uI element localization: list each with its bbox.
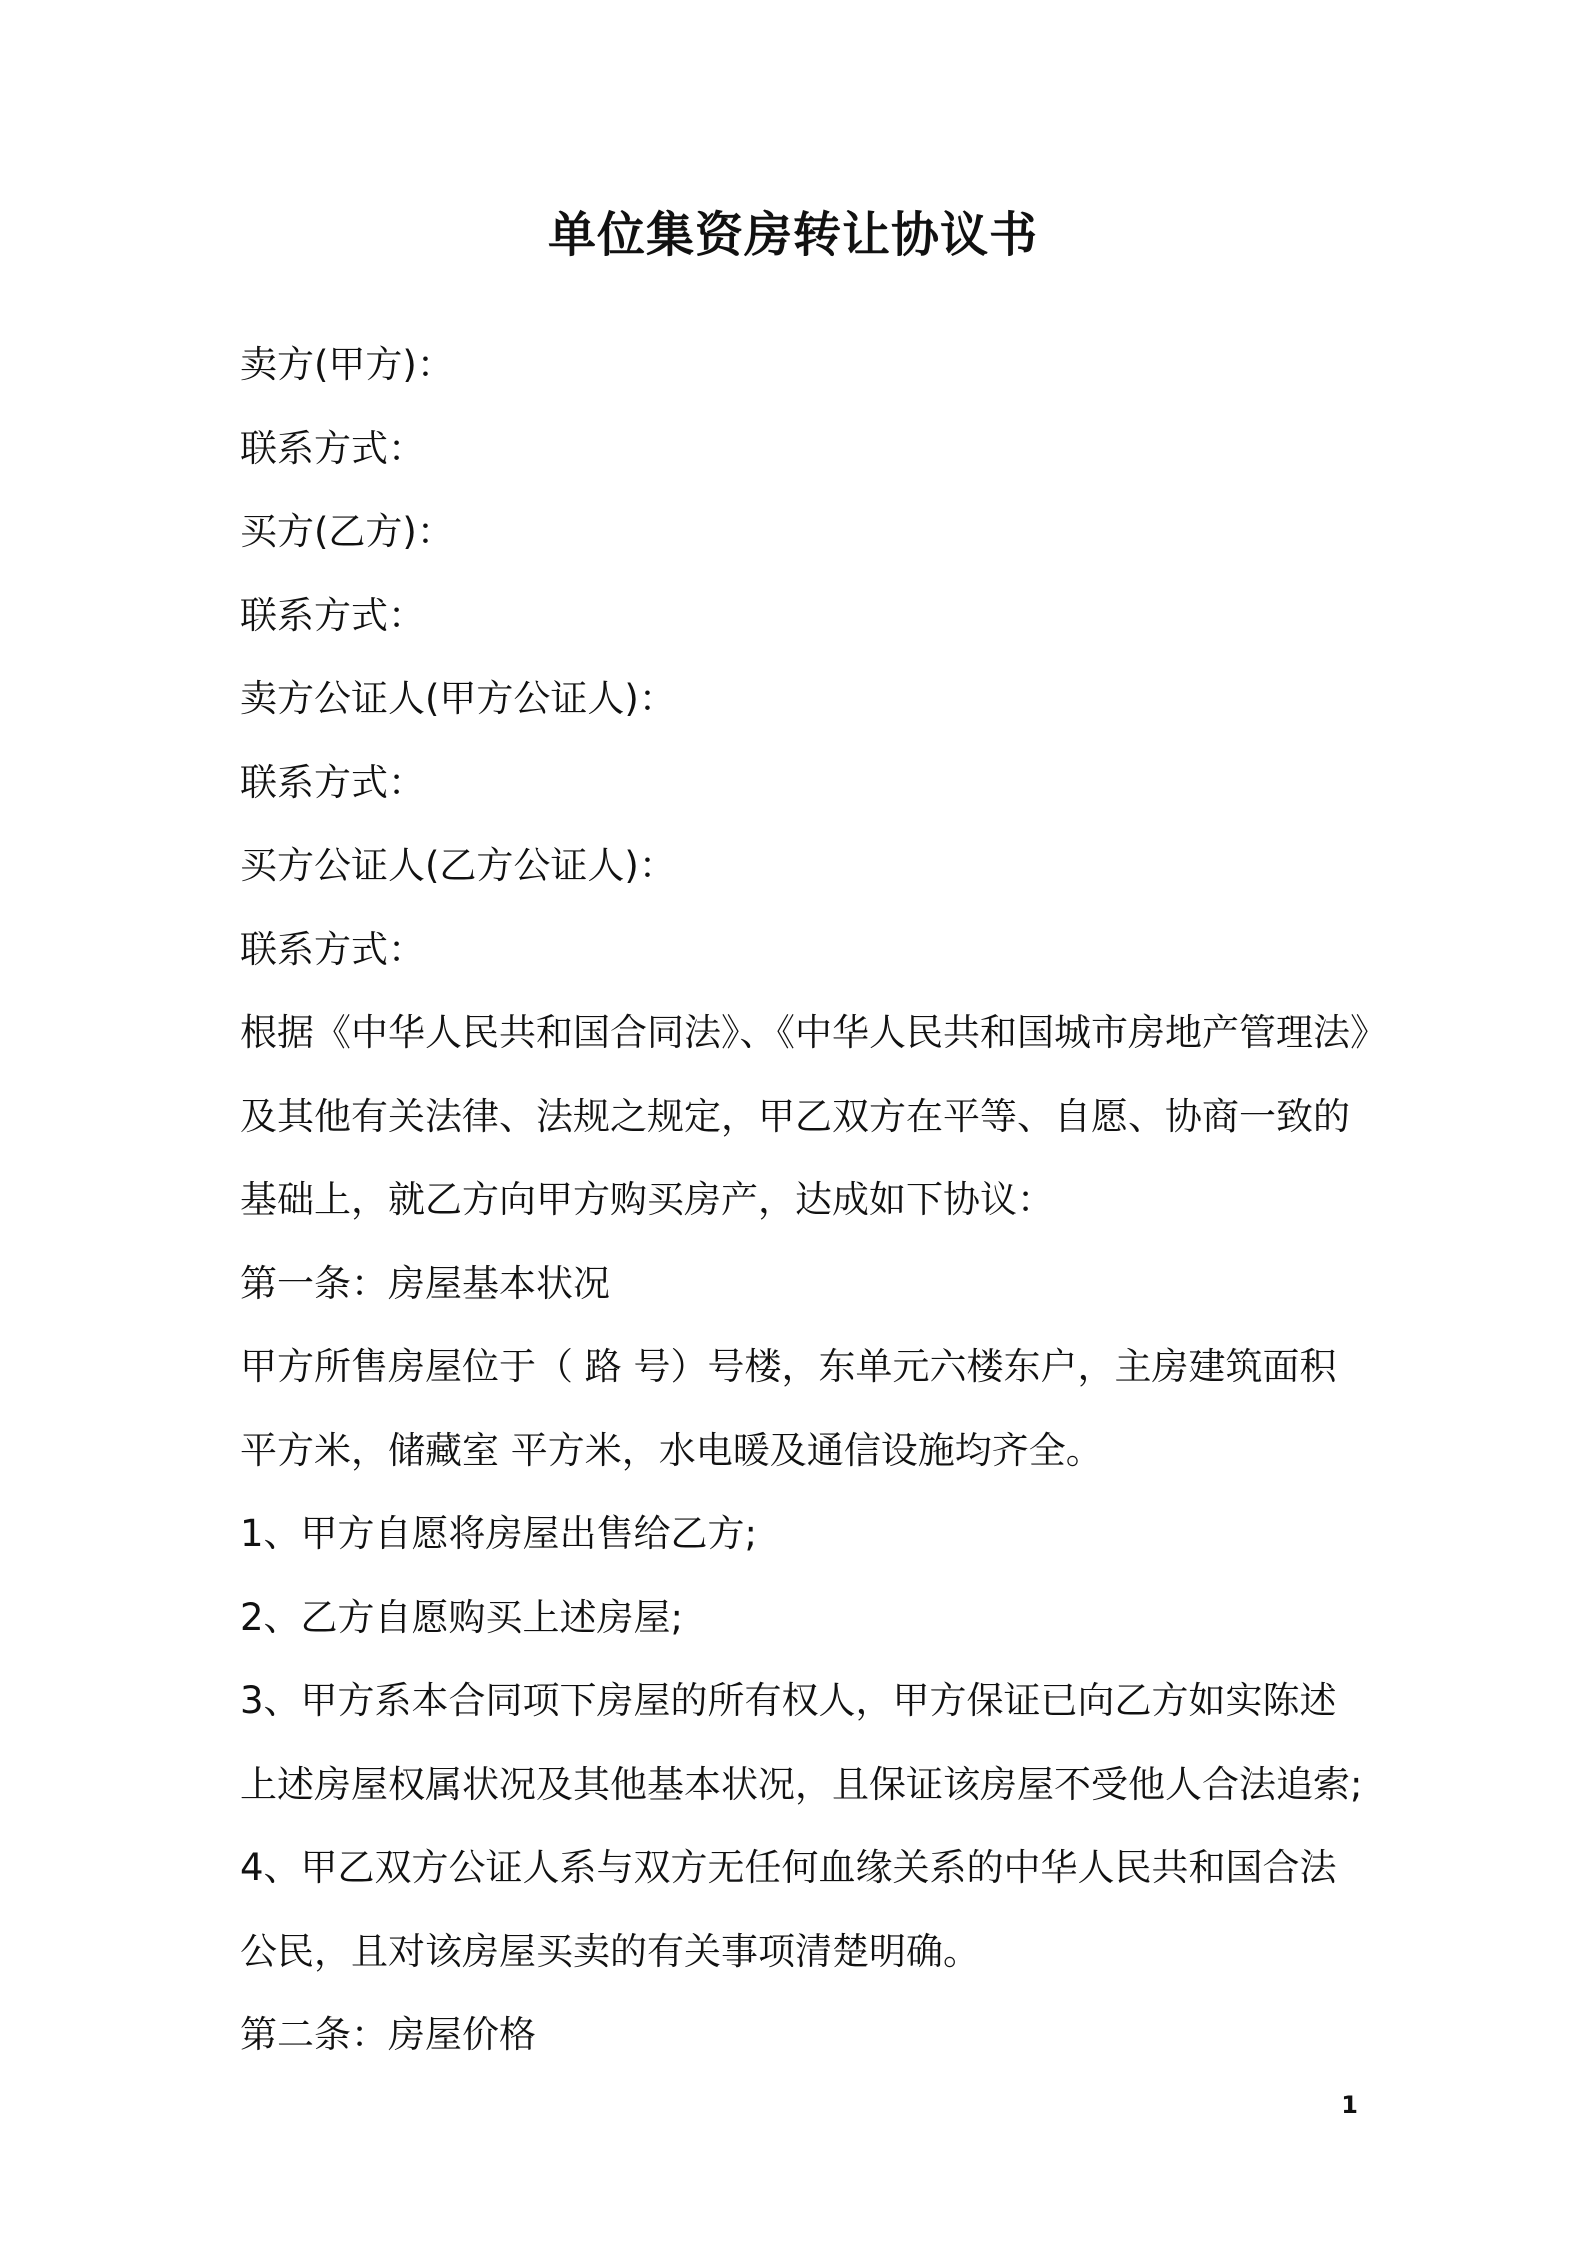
seller-contact-label: 联系方式： bbox=[240, 426, 425, 470]
buyer-notary-contact-label: 联系方式： bbox=[240, 927, 425, 971]
clause-3-line-1: 3、甲方系本合同项下房屋的所有权人，甲方保证已向乙方如实陈述 bbox=[240, 1679, 1337, 1722]
article-1-heading: 第一条：房屋基本状况 bbox=[240, 1261, 610, 1305]
preamble-line-2: 及其他有关法律、法规之规定，甲乙双方在平等、自愿、协商一致的 bbox=[240, 1094, 1350, 1138]
seller-label: 卖方(甲方)： bbox=[240, 343, 454, 386]
article-1-text-line-2: 平方米，储藏室 平方米，水电暖及通信设施均齐全。 bbox=[240, 1428, 1103, 1472]
clause-4-line-1: 4、甲乙双方公证人系与双方无任何血缘关系的中华人民共和国合法 bbox=[240, 1846, 1337, 1889]
clause-2: 2、乙方自愿购买上述房屋; bbox=[240, 1595, 684, 1639]
buyer-label: 买方(乙方)： bbox=[240, 510, 454, 553]
clause-1: 1、甲方自愿将房屋出售给乙方; bbox=[240, 1512, 758, 1555]
clause-4-line-2: 公民，且对该房屋买卖的有关事项清楚明确。 bbox=[240, 1929, 980, 1973]
seller-notary-label: 卖方公证人(甲方公证人)： bbox=[240, 677, 676, 720]
article-1-text-line-1: 甲方所售房屋位于（ 路 号）号楼，东单元六楼东户，主房建筑面积 bbox=[240, 1345, 1337, 1388]
buyer-notary-label: 买方公证人(乙方公证人)： bbox=[240, 844, 676, 887]
preamble-line-1: 根据《中华人民共和国合同法》、《中华人民共和国城市房地产管理法》 bbox=[240, 1011, 1387, 1054]
document-title: 单位集资房转让协议书 bbox=[547, 207, 1038, 263]
clause-3-line-2: 上述房屋权属状况及其他基本状况，且保证该房屋不受他人合法追索; bbox=[240, 1762, 1363, 1806]
article-2-heading: 第二条：房屋价格 bbox=[240, 2013, 536, 2056]
page-number: 1 bbox=[1341, 2091, 1358, 2119]
preamble-line-3: 基础上，就乙方向甲方购买房产，达成如下协议： bbox=[240, 1178, 1054, 1221]
document-body bbox=[240, 323, 1387, 2077]
buyer-contact-label: 联系方式： bbox=[240, 593, 425, 637]
seller-notary-contact-label: 联系方式： bbox=[240, 760, 425, 804]
